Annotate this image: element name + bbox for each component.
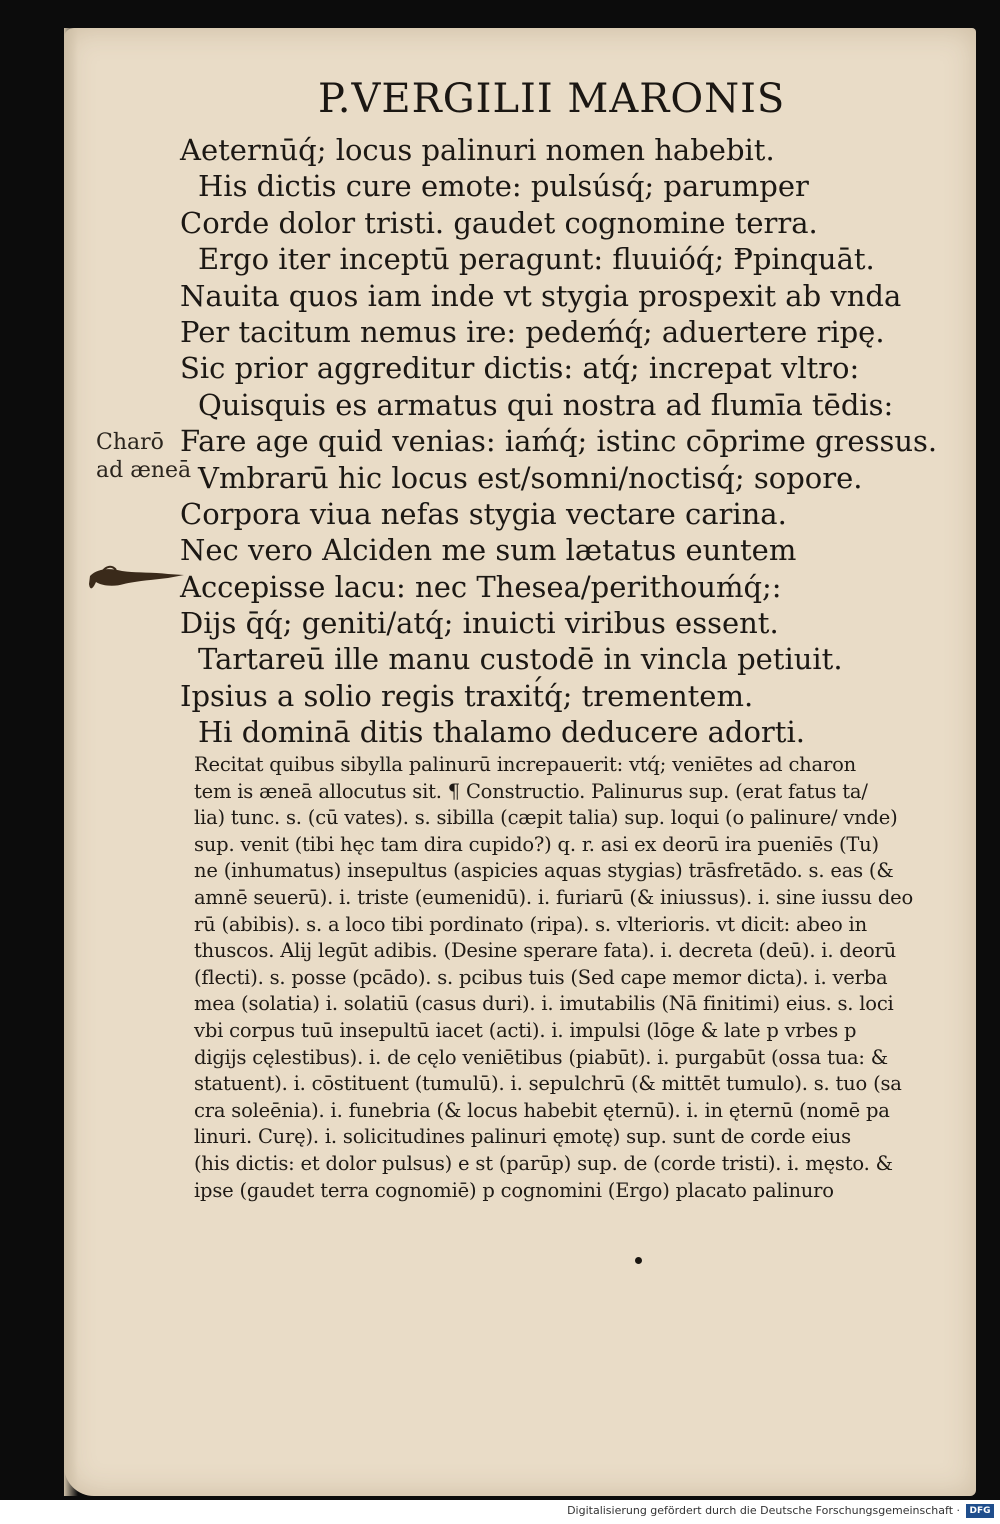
verse-line: Dijs q̄q́; geniti/atq́; inuicti viribus essent. [180,606,779,641]
commentary-line: (flecti). s. posse (pcādo). s. pcibus tuis (Sed cape memor dicta). i. verba [194,965,888,989]
commentary-line: cra soleēnia). i. funebria (& locus habebit ęternū). i. in ęternū (nomē pa [194,1098,890,1122]
running-title: P.VERGILII MARONIS [318,76,786,122]
verse-line: Accepisse lacu: nec Thesea/perithouḿq́;: [180,569,782,604]
verse-line: Nauita quos iam inde vt stygia prospexit ab vnda [180,278,902,313]
commentary-line: statuent). i. cōstituent (tumulū). i. sepulchrū (& mittēt tumulo). s. tuo (sa [194,1072,902,1096]
marginal-note: ad æneā [96,458,192,483]
verse-line: Fare age quid venias: iaḿq́; istinc cōprime gressus. [180,424,938,459]
commentary-line: linuri. Curę). i. solicitudines palinuri ęmotę) sup. sunt de corde eius [194,1125,851,1149]
verse-line: Vmbrarū hic locus est/somni/noctisq́; sopore. [198,460,863,495]
commentary-line: thuscos. Alij legūt adibis. (Desine sperare fata). i. decreta (deū). i. deorū [194,939,896,963]
verse-block [180,132,938,751]
commentary-line: lia) tunc. s. (cū vates). s. sibilla (cæpit talia) sup. loqui (o palinure/ vnde) [194,806,898,830]
funding-credit: Digitalisierung gefördert durch die Deutsche Forschungsgemeinschaft · [567,1504,960,1517]
dfg-logo[interactable]: DFG [966,1504,994,1518]
verse-line: Per tacitum nemus ire: pedeḿq́; aduertere ripę. [180,314,885,349]
verse-line: His dictis cure emote: pulsúsq́; parumper [198,169,809,204]
commentary-line: mea (solatia) i. solatiū (casus duri). i. imutabilis (Nā finitimi) eius. s. loci [194,992,894,1016]
marginal-note: Charō [96,430,164,455]
commentary-block [194,752,914,1204]
pointing-hand-icon [88,562,186,592]
verse-line: Hi dominā ditis thalamo deducere adorti. [198,715,805,750]
commentary-line: ipse (gaudet terra cognomiē) p cognomini (Ergo) placato palinuro [194,1178,834,1202]
verse-line: Sic prior aggreditur dictis: atq́; increpat vltro: [180,351,860,386]
verse-line: Aeternūq́; locus palinuri nomen habebit. [180,133,775,167]
verse-line: Tartareū ille manu custodē in vincla petiuit. [198,642,843,677]
scan-corner [974,0,1000,28]
verse-line: Ipsius a solio regis traxit́q́; trementem. [180,678,754,713]
ink-dot [635,1257,642,1264]
verse-line: Quisquis es armatus qui nostra ad flumīa tēdis: [198,387,894,422]
verse-line: Nec vero Alciden me sum lætatus euntem [180,533,797,568]
commentary-line: (his dictis: et dolor pulsus) e st (parūp) sup. de (corde tristi). i. męsto. & [194,1151,893,1175]
commentary-line: digijs cęlestibus). i. de cęlo veniētibus (piabūt). i. purgabūt (ossa tua: & [194,1045,888,1069]
commentary-line: vbi corpus tuū insepultū iacet (acti). i. impulsi (lōge & late p vrbes p [194,1018,857,1042]
commentary-line: ne (inhumatus) insepultus (aspicies aquas stygias) trāsfretādo. s. eas (& [194,859,894,883]
verse-line: Corde dolor tristi. gaudet cognomine terra. [180,205,818,240]
verse-line: Corpora viua nefas stygia vectare carina. [180,496,787,531]
commentary-line: rū (abibis). s. a loco tibi pordinato (ripa). s. vlterioris. vt dicit: abeo in [194,912,867,936]
footer-bar [0,1500,1000,1524]
commentary-line: sup. venit (tibi hęc tam dira cupido?) q. r. asi ex deorū ira pueniēs (Tu) [194,832,879,856]
commentary-line: amnē seuerū). i. triste (eumenidū). i. furiarū (& iniussus). i. sine iussu deo [194,885,914,909]
commentary-line: tem is æneā allocutus sit. ¶ Constructio. Palinurus sup. (erat fatus ta/ [194,779,868,803]
verse-line: Ergo iter inceptū peragunt: fluuióq́; Ᵽpinquāt. [198,242,875,277]
page-gutter-shadow [64,28,78,1496]
commentary-line: Recitat quibus sibylla palinurū increpauerit: vtq́; veniētes ad charon [194,753,856,776]
